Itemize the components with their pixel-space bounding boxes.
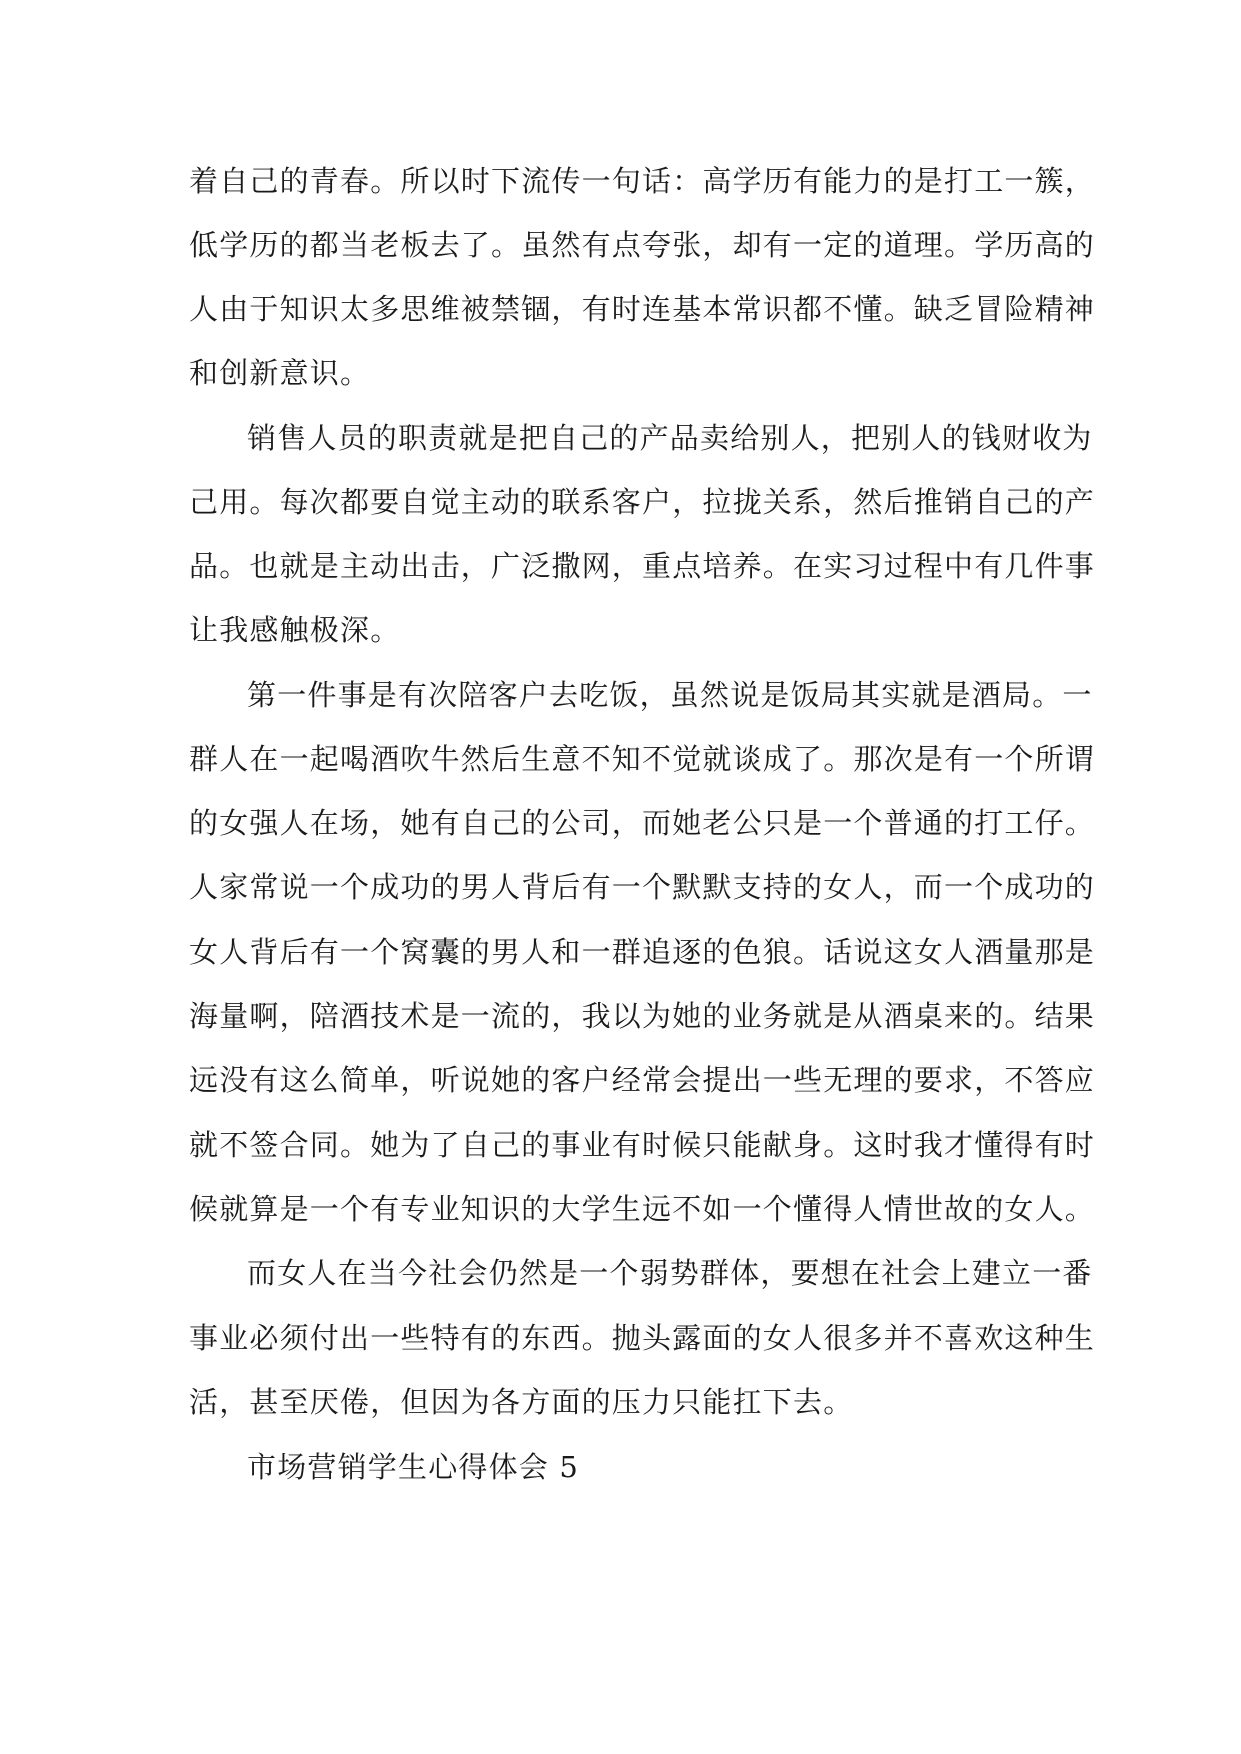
text-line: 候就算是一个有专业知识的大学生远不如一个懂得人情世故的女人。 [189,1192,1096,1226]
section-heading: 市场营销学生心得体会 5 [247,1450,580,1484]
text-line: 而女人在当今社会仍然是一个弱势群体，要想在社会上建立一番 [247,1256,1093,1290]
text-line: 第一件事是有次陪客户去吃饭，虽然说是饭局其实就是酒局。一 [247,678,1093,712]
text-line: 女人背后有一个窝囊的男人和一群追逐的色狼。话说这女人酒量那是 [189,935,1096,969]
text-line: 就不签合同。她为了自己的事业有时候只能献身。这时我才懂得有时 [189,1128,1096,1162]
text-line: 人由于知识太多思维被禁锢，有时连基本常识都不懂。缺乏冒险精神 [189,292,1096,326]
text-line: 销售人员的职责就是把自己的产品卖给别人，把别人的钱财收为 [247,421,1093,455]
text-line: 海量啊，陪酒技术是一流的，我以为她的业务就是从酒桌来的。结果 [189,999,1096,1033]
text-line: 己用。每次都要自觉主动的联系客户，拉拢关系，然后推销自己的产 [189,485,1096,519]
text-line: 事业必须付出一些特有的东西。抛头露面的女人很多并不喜欢这种生 [189,1321,1096,1355]
text-line: 着自己的青春。所以时下流传一句话：高学历有能力的是打工一簇， [189,164,1096,198]
text-line: 群人在一起喝酒吹牛然后生意不知不觉就谈成了。那次是有一个所谓 [189,742,1096,776]
text-line: 远没有这么简单，听说她的客户经常会提出一些无理的要求，不答应 [189,1063,1096,1097]
text-line: 活，甚至厌倦，但因为各方面的压力只能扛下去。 [189,1385,854,1419]
text-line: 的女强人在场，她有自己的公司，而她老公只是一个普通的打工仔。 [189,806,1096,840]
text-line: 人家常说一个成功的男人背后有一个默默支持的女人，而一个成功的 [189,870,1096,904]
text-line: 品。也就是主动出击，广泛撒网，重点培养。在实习过程中有几件事 [189,549,1096,583]
text-line: 和创新意识。 [189,356,371,390]
text-line: 低学历的都当老板去了。虽然有点夸张，却有一定的道理。学历高的 [189,228,1096,262]
text-line: 让我感触极深。 [189,613,401,647]
